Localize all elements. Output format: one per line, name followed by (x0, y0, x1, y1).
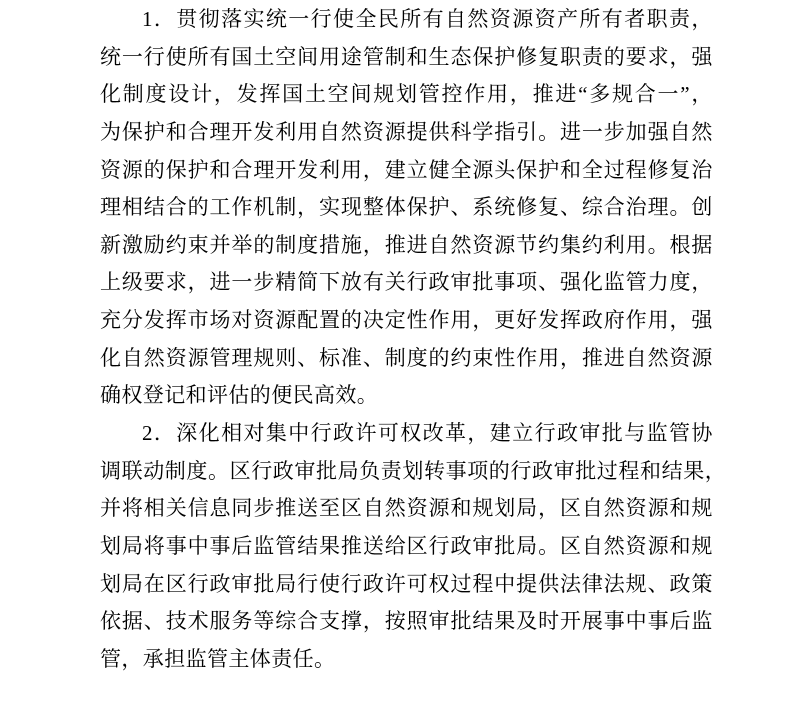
paragraph-1-line-3: 化制度设计，发挥国土空间规划管控作用，推进“多规合一”， (100, 82, 713, 107)
paragraph-1-line-11: 确权登记和评估的便民高效。 (100, 383, 379, 408)
paragraph-2-line-5: 划局在区行政审批局行使行政许可权过程中提供法律法规、政策 (100, 571, 713, 596)
paragraph-1-line-2: 统一行使所有国土空间用途管制和生态保护修复职责的要求，强 (100, 44, 713, 69)
paragraph-1-line-9: 充分发挥市场对资源配置的决定性作用，更好发挥政府作用，强 (100, 308, 713, 333)
paragraph-2-line-1: 2．深化相对集中行政许可权改革，建立行政审批与监管协 (142, 421, 713, 446)
document-body (100, 1, 727, 679)
paragraph-1-line-6: 理相结合的工作机制，实现整体保护、系统修复、综合治理。创 (100, 195, 713, 220)
paragraph-1-line-10: 化自然资源管理规则、标准、制度的约束性作用，推进自然资源 (100, 345, 713, 370)
paragraph-1-line-4: 为保护和合理开发利用自然资源提供科学指引。进一步加强自然 (100, 119, 713, 144)
paragraph-1-line-7: 新激励约束并举的制度措施，推进自然资源节约集约利用。根据 (100, 232, 713, 257)
paragraph-1-line-5: 资源的保护和合理开发利用，建立健全源头保护和全过程修复治 (100, 157, 713, 182)
paragraph-2-line-2: 调联动制度。区行政审批局负责划转事项的行政审批过程和结果， (100, 458, 727, 483)
paragraph-2-line-7: 管，承担监管主体责任。 (100, 646, 336, 671)
paragraph-1-line-8: 上级要求，进一步精简下放有关行政审批事项、强化监管力度， (100, 270, 713, 295)
paragraph-2-line-6: 依据、技术服务等综合支撑，按照审批结果及时开展事中事后监 (100, 609, 713, 634)
paragraph-1-line-1: 1．贯彻落实统一行使全民所有自然资源资产所有者职责， (142, 7, 713, 31)
paragraph-2-line-4: 划局将事中事后监管结果推送给区行政审批局。区自然资源和规 (100, 533, 713, 558)
paragraph-2-line-3: 并将相关信息同步推送至区自然资源和规划局，区自然资源和规 (100, 496, 713, 521)
